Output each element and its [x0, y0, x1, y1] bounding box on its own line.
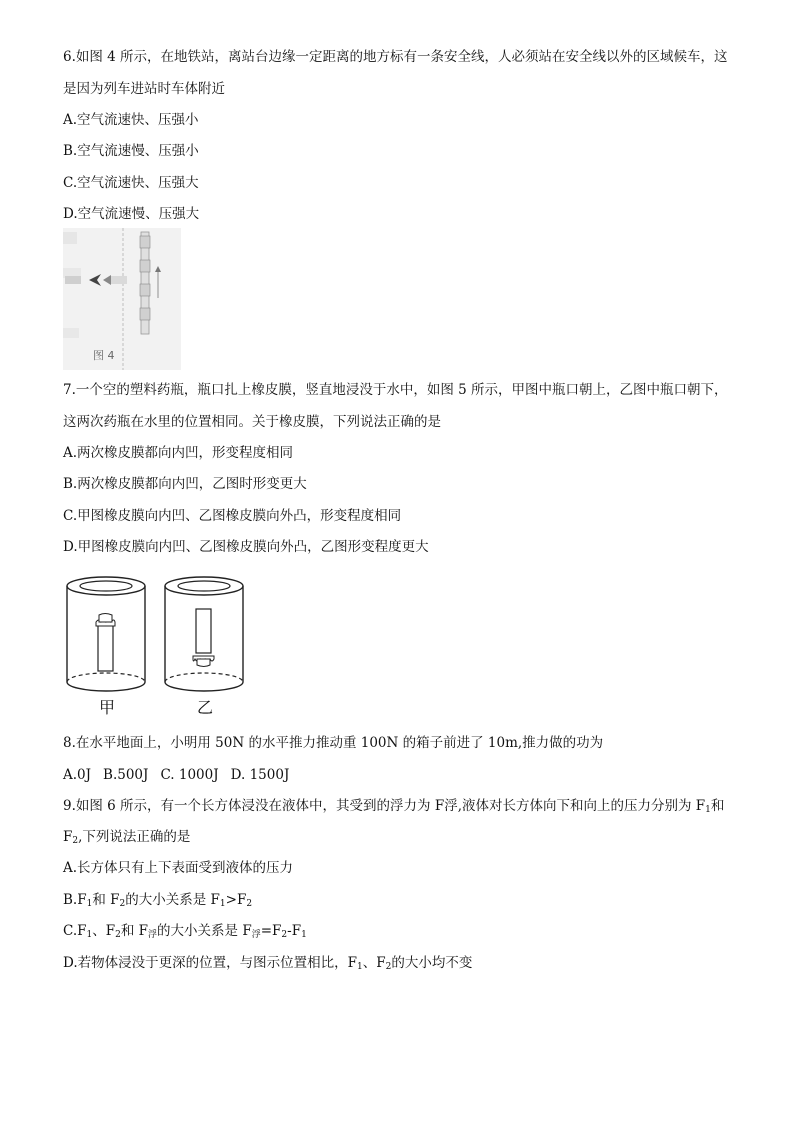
medicine-bottle-in-water-illustration	[63, 572, 253, 720]
q7-option-a: A.两次橡皮膜都向内凹，形变程度相同	[63, 445, 294, 461]
q8-stem: 8.在水平地面上，小明用 50N 的水平推力推动重 100N 的箱子前进了 10m,推力做的功为	[63, 735, 604, 751]
figure-4	[63, 228, 181, 370]
q7-option-c: C.甲图橡皮膜向内凹、乙图橡皮膜向外凸，形变程度相同	[63, 508, 402, 524]
label-jia: 甲	[99, 698, 116, 717]
q6-option-b: B.空气流速慢、压强小	[63, 143, 199, 159]
q6-stem-line-2: 是因为列车进站时车体附近	[63, 81, 225, 97]
q9-option-c: $C.F_1$、$F_2$和 $F_浮$的大小关系是 $F_浮=F_2-F_1$	[63, 923, 307, 940]
figure-4-caption: 图 4	[93, 349, 115, 362]
q8-option-a: A.0J	[63, 767, 92, 783]
q7-stem-line-1: 7.一个空的塑料药瓶，瓶口扎上橡皮膜，竖直地浸没于水中，如图 5 所示，甲图中瓶口朝上，乙图中瓶口朝下，	[63, 382, 728, 398]
q7-option-b: B.两次橡皮膜都向内凹，乙图时形变更大	[63, 476, 307, 492]
container-jia	[67, 577, 145, 691]
q8-options	[63, 766, 301, 784]
q9-stem-line-1: 9.如图 6 所示，有一个长方体浸没在液体中，其受到的浮力为 F浮,液体对长方体向下和向上的压力分别为 $F_1$和	[63, 798, 725, 815]
label-yi: 乙	[197, 698, 214, 717]
q9-option-b: $B.F_1$和 $F_2$的大小关系是 $F_1>F_2$	[63, 892, 253, 909]
q8-option-c: C. 1000J	[160, 767, 219, 783]
q6-option-c: C.空气流速快、压强大	[63, 175, 199, 191]
container-yi	[165, 577, 243, 691]
q6-option-a: A.空气流速快、压强小	[63, 112, 199, 128]
q7-stem-line-2: 这两次药瓶在水里的位置相同。关于橡皮膜，下列说法正确的是	[63, 414, 441, 430]
subway-safety-line-illustration	[63, 228, 181, 370]
q6-stem-line-1: 6.如图 4 所示，在地铁站，离站台边缘一定距离的地方标有一条安全线，人必须站在安全线以外的区域候车，这	[63, 49, 728, 65]
q9-stem-line-2: $F_2$,下列说法正确的是	[63, 829, 191, 846]
figure-5	[63, 572, 253, 720]
q6-option-d: D.空气流速慢、压强大	[63, 206, 200, 222]
q7-option-d: D.甲图橡皮膜向内凹、乙图橡皮膜向外凸，乙图形变程度更大	[63, 539, 429, 555]
q9-option-a: A.长方体只有上下表面受到液体的压力	[63, 860, 294, 876]
q8-option-d: D. 1500J	[230, 767, 290, 783]
q9-option-d: D.若物体浸没于更深的位置，与图示位置相比，$F_1$、$F_2$的大小均不变	[63, 955, 473, 972]
q8-option-b: B.500J	[103, 767, 149, 783]
